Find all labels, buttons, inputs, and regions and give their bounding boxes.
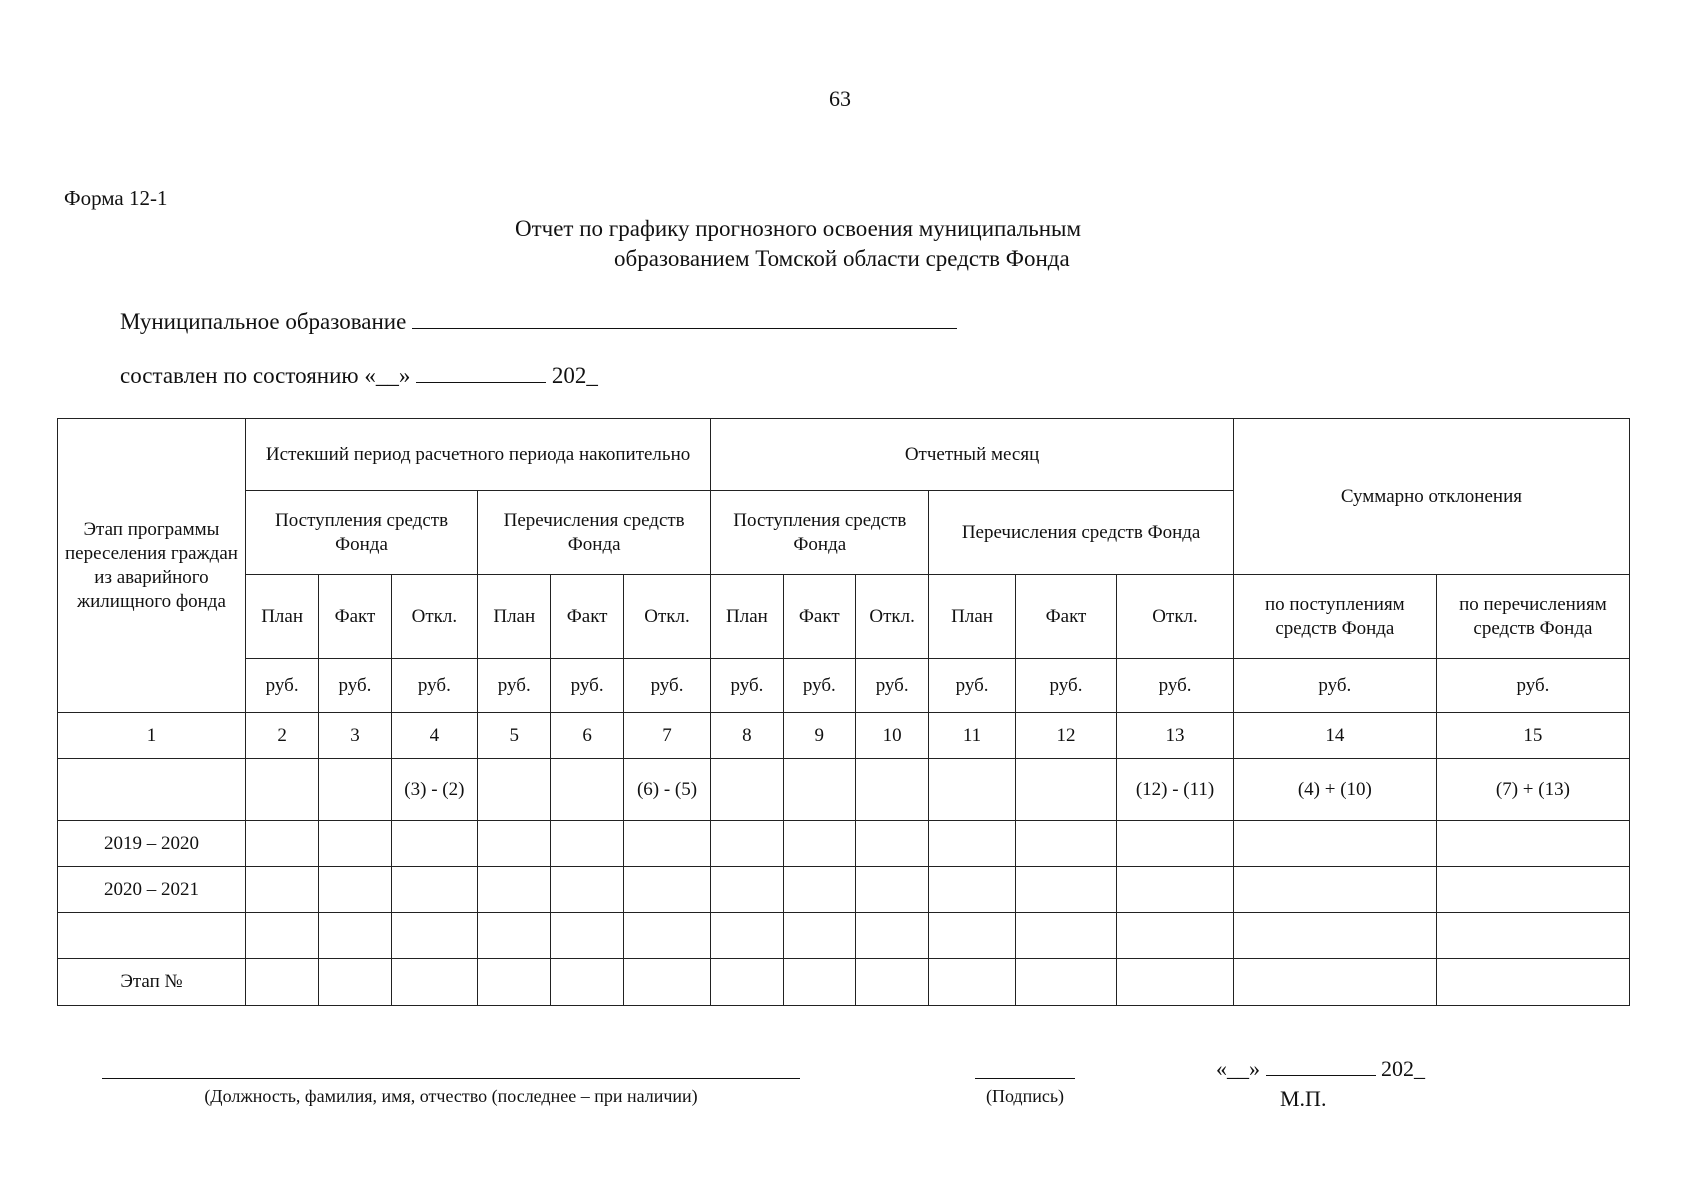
table-cell[interactable] [1436, 959, 1629, 1006]
formula-cell: (6) - (5) [623, 759, 710, 821]
column-number-row [58, 713, 1630, 759]
table-cell[interactable] [783, 959, 855, 1006]
table-cell[interactable] [1015, 913, 1117, 959]
signature-line[interactable] [975, 1078, 1075, 1079]
formula-cell: (7) + (13) [1436, 759, 1629, 821]
table-cell[interactable] [623, 913, 710, 959]
report-title [470, 214, 1270, 274]
row-label [58, 913, 246, 959]
date-field[interactable] [120, 360, 598, 389]
table-cell[interactable] [391, 959, 477, 1006]
date-close-quote: » [1249, 1056, 1260, 1081]
table-cell[interactable] [1117, 959, 1234, 1006]
signature-day-blank[interactable]: __ [1227, 1056, 1249, 1081]
table-row [58, 821, 1630, 867]
formula-row [58, 759, 1630, 821]
past-transfers-header: Перечисления средств Фонда [478, 491, 711, 575]
col-number: 10 [855, 713, 928, 759]
table-cell[interactable] [711, 959, 783, 1006]
signature-month-blank[interactable] [1266, 1055, 1376, 1076]
unit-cell: руб. [391, 659, 477, 713]
unit-cell: руб. [319, 659, 391, 713]
position-signature-line[interactable] [102, 1078, 800, 1079]
date-year: 202_ [551, 363, 598, 388]
table-cell[interactable] [478, 759, 551, 821]
unit-cell: руб. [623, 659, 710, 713]
table-cell[interactable] [855, 821, 928, 867]
unit-cell: руб. [1233, 659, 1436, 713]
position-caption: (Должность, фамилия, имя, отчество (последнее – при наличии) [204, 1086, 698, 1106]
table-cell[interactable] [929, 821, 1015, 867]
date-month-blank[interactable] [416, 360, 546, 383]
col-plan: План [929, 575, 1015, 659]
col-fact: Факт [319, 575, 391, 659]
table-cell[interactable] [855, 867, 928, 913]
table-cell[interactable] [58, 759, 246, 821]
col-plan: План [245, 575, 318, 659]
table-cell[interactable] [1233, 867, 1436, 913]
col-number: 4 [391, 713, 477, 759]
col-fact: Факт [1015, 575, 1117, 659]
col-number: 6 [551, 713, 623, 759]
table-cell[interactable] [855, 759, 928, 821]
table-row [58, 913, 1630, 959]
col-total-receipts: по поступлениям средств Фонда [1233, 575, 1436, 659]
table-cell[interactable] [929, 959, 1015, 1006]
unit-cell: руб. [551, 659, 623, 713]
municipality-label: Муниципальное образование [120, 309, 407, 334]
table-cell[interactable] [1015, 867, 1117, 913]
col-number: 9 [783, 713, 855, 759]
form-label: Форма 12-1 [64, 186, 168, 210]
table-cell[interactable] [855, 913, 928, 959]
table-cell[interactable] [623, 821, 710, 867]
table-cell[interactable] [319, 759, 391, 821]
table-cell[interactable] [551, 913, 623, 959]
col-number: 5 [478, 713, 551, 759]
table-cell[interactable] [783, 821, 855, 867]
signature-caption: (Подпись) [985, 1086, 1065, 1106]
col-total-transfers: по перечислениям средств Фонда [1436, 575, 1629, 659]
table-cell[interactable] [783, 867, 855, 913]
unit-cell: руб. [855, 659, 928, 713]
row-label: 2019 – 2020 [58, 821, 246, 867]
table-cell[interactable] [783, 913, 855, 959]
group-past-period: Истекший период расчетного периода накопительно [245, 419, 710, 491]
table-cell[interactable] [1015, 759, 1117, 821]
col-number: 11 [929, 713, 1015, 759]
table-cell[interactable] [478, 867, 551, 913]
col-deviation: Откл. [623, 575, 710, 659]
table-cell[interactable] [319, 959, 391, 1006]
col-deviation: Откл. [1117, 575, 1234, 659]
title-line-2: образованием Томской области средств Фонда [614, 246, 1070, 271]
table-cell[interactable] [478, 821, 551, 867]
col-fact: Факт [551, 575, 623, 659]
formula-cell: (12) - (11) [1117, 759, 1234, 821]
row-label: 2020 – 2021 [58, 867, 246, 913]
table-cell[interactable] [855, 959, 928, 1006]
table-cell[interactable] [1233, 913, 1436, 959]
table-cell[interactable] [929, 913, 1015, 959]
table-cell[interactable] [711, 867, 783, 913]
table-row [58, 867, 1630, 913]
col-number: 12 [1015, 713, 1117, 759]
municipality-field[interactable] [120, 306, 957, 335]
col-deviation: Откл. [855, 575, 928, 659]
title-line-1: Отчет по графику прогнозного освоения муниципальным [515, 216, 1082, 241]
month-transfers-header: Перечисления средств Фонда [929, 491, 1234, 575]
table-cell[interactable] [711, 759, 783, 821]
col-number: 3 [319, 713, 391, 759]
table-cell[interactable] [551, 867, 623, 913]
date-open-quote: « [1216, 1056, 1227, 1081]
table-cell[interactable] [929, 867, 1015, 913]
table-cell[interactable] [319, 821, 391, 867]
table-cell[interactable] [783, 759, 855, 821]
table-cell[interactable] [391, 913, 477, 959]
table-cell[interactable] [1117, 821, 1234, 867]
table-cell[interactable] [245, 759, 318, 821]
table-cell[interactable] [623, 867, 710, 913]
unit-cell: руб. [1015, 659, 1117, 713]
signature-date[interactable] [1216, 1055, 1425, 1082]
table-cell[interactable] [245, 913, 318, 959]
unit-cell: руб. [1436, 659, 1629, 713]
unit-cell: руб. [929, 659, 1015, 713]
unit-cell: руб. [711, 659, 783, 713]
group-total-deviation: Суммарно отклонения [1233, 419, 1629, 575]
stage-header: Этап программы переселения граждан из аварийного жилищного фонда [58, 419, 246, 713]
unit-cell: руб. [1117, 659, 1234, 713]
col-number: 14 [1233, 713, 1436, 759]
table-cell[interactable] [319, 913, 391, 959]
table-cell[interactable] [711, 913, 783, 959]
col-plan: План [478, 575, 551, 659]
formula-cell: (4) + (10) [1233, 759, 1436, 821]
month-receipts-header: Поступления средств Фонда [711, 491, 929, 575]
table-cell[interactable] [245, 959, 318, 1006]
date-mid: » [398, 363, 411, 388]
table-cell[interactable] [245, 867, 318, 913]
table-cell[interactable] [1436, 913, 1629, 959]
col-fact: Факт [783, 575, 855, 659]
table-cell[interactable] [245, 821, 318, 867]
date-day-blank[interactable]: __ [375, 363, 399, 388]
table-cell[interactable] [1015, 959, 1117, 1006]
stamp-label: М.П. [1280, 1086, 1327, 1111]
col-number: 1 [58, 713, 246, 759]
col-number: 8 [711, 713, 783, 759]
table-cell[interactable] [478, 959, 551, 1006]
unit-cell: руб. [245, 659, 318, 713]
table-cell[interactable] [1436, 867, 1629, 913]
table-cell[interactable] [1233, 821, 1436, 867]
formula-cell: (3) - (2) [391, 759, 477, 821]
table-cell[interactable] [319, 867, 391, 913]
col-deviation: Откл. [391, 575, 477, 659]
table-cell[interactable] [391, 867, 477, 913]
signature-year: 202_ [1381, 1056, 1425, 1081]
table-cell[interactable] [391, 821, 477, 867]
table-cell[interactable] [1117, 913, 1234, 959]
table-cell[interactable] [929, 759, 1015, 821]
col-number: 2 [245, 713, 318, 759]
col-number: 7 [623, 713, 710, 759]
table-cell[interactable] [478, 913, 551, 959]
table-cell[interactable] [1015, 821, 1117, 867]
past-receipts-header: Поступления средств Фонда [245, 491, 477, 575]
table-cell[interactable] [623, 959, 710, 1006]
unit-cell: руб. [478, 659, 551, 713]
table-row [58, 959, 1630, 1006]
row-label: Этап № [58, 959, 246, 1006]
col-number: 13 [1117, 713, 1234, 759]
report-table [57, 418, 1630, 1006]
table-cell[interactable] [1233, 959, 1436, 1006]
table-cell[interactable] [551, 959, 623, 1006]
group-report-month: Отчетный месяц [711, 419, 1234, 491]
date-prefix: составлен по состоянию « [120, 363, 376, 388]
unit-cell: руб. [783, 659, 855, 713]
page-number: 63 [829, 86, 851, 111]
table-cell[interactable] [1436, 821, 1629, 867]
table-cell[interactable] [551, 821, 623, 867]
table-cell[interactable] [711, 821, 783, 867]
col-number: 15 [1436, 713, 1629, 759]
col-plan: План [711, 575, 783, 659]
table-cell[interactable] [1117, 867, 1234, 913]
municipality-blank[interactable] [412, 306, 957, 329]
table-cell[interactable] [551, 759, 623, 821]
